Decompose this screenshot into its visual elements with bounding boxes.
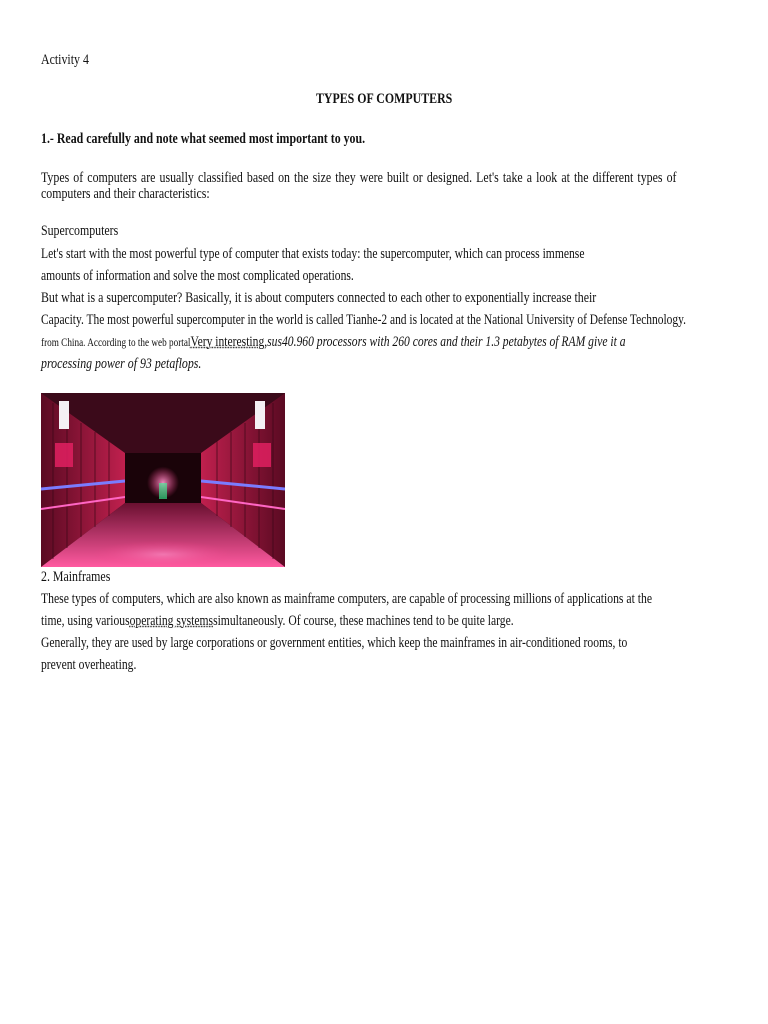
web-portal-intro: from China. According to the web portal — [41, 337, 191, 349]
mainframes-line-4: prevent overheating. — [41, 657, 137, 673]
page-title-text: TYPES OF COMPUTERS — [315, 91, 453, 107]
mainframes-heading-text: 2. Mainframes — [41, 569, 111, 585]
question-text: 1.- Read carefully and note what seemed most important to you. — [41, 131, 366, 147]
supercomputers-line-2: amounts of information and solve the most complicated operations. — [41, 268, 354, 284]
mainframes-line-2a: time, using various — [41, 613, 130, 629]
supercomputer-photo — [41, 393, 285, 567]
mainframes-line — [41, 635, 768, 652]
operating-systems-link[interactable]: operating systems — [129, 613, 214, 629]
supercomputers-line — [41, 312, 768, 329]
page-title — [0, 91, 768, 108]
activity-label-text: Activity 4 — [41, 52, 89, 68]
supercomputer-photo-art — [41, 393, 285, 567]
mainframes-heading — [41, 569, 126, 586]
question-heading — [41, 131, 436, 148]
supercomputers-line — [41, 334, 768, 352]
mainframes-line — [41, 613, 632, 630]
very-interesting-link[interactable]: Very interesting, — [190, 334, 268, 350]
intro-text: Types of computers are usually classified based on the size they were built or designed. Let's take a look at the different types of computers and their characteristics: — [41, 170, 677, 202]
supercomputers-line-4: Capacity. The most powerful supercomputer in the world is called Tianhe-2 and is located at the National University of Defense Technology. — [41, 312, 686, 328]
supercomputers-line — [41, 356, 237, 373]
supercomputers-line-1: Let's start with the most powerful type of computer that exists today: the supercomputer, which can process immense — [41, 246, 585, 262]
mainframes-line-2b: simultaneously. Of course, these machines tend to be quite large. — [213, 613, 514, 629]
supercomputers-heading-text: Supercomputers — [41, 223, 119, 239]
mainframes-line-1: These types of computers, which are also known as mainframe computers, are capable of processing millions of applications at the — [41, 591, 652, 607]
supercomputers-line-5-rest: sus40.960 processors with 260 cores and their 1.3 petabytes of RAM give it a — [267, 334, 626, 350]
intro-paragraph — [41, 170, 676, 202]
supercomputers-line — [41, 290, 718, 307]
mainframes-line — [41, 657, 160, 674]
supercomputers-line — [41, 268, 432, 285]
mainframes-line — [41, 591, 768, 608]
supercomputers-line-3: But what is a supercomputer? Basically, it is about computers connected to each other to exponentially increase their — [41, 290, 597, 306]
supercomputers-heading — [41, 223, 135, 240]
supercomputers-line — [41, 246, 720, 263]
mainframes-line-3: Generally, they are used by large corporations or government entities, which keep the mainframes in air-conditioned rooms, to — [41, 635, 628, 651]
supercomputers-line-6: processing power of 93 petaflops. — [41, 356, 202, 372]
activity-label — [41, 52, 99, 69]
